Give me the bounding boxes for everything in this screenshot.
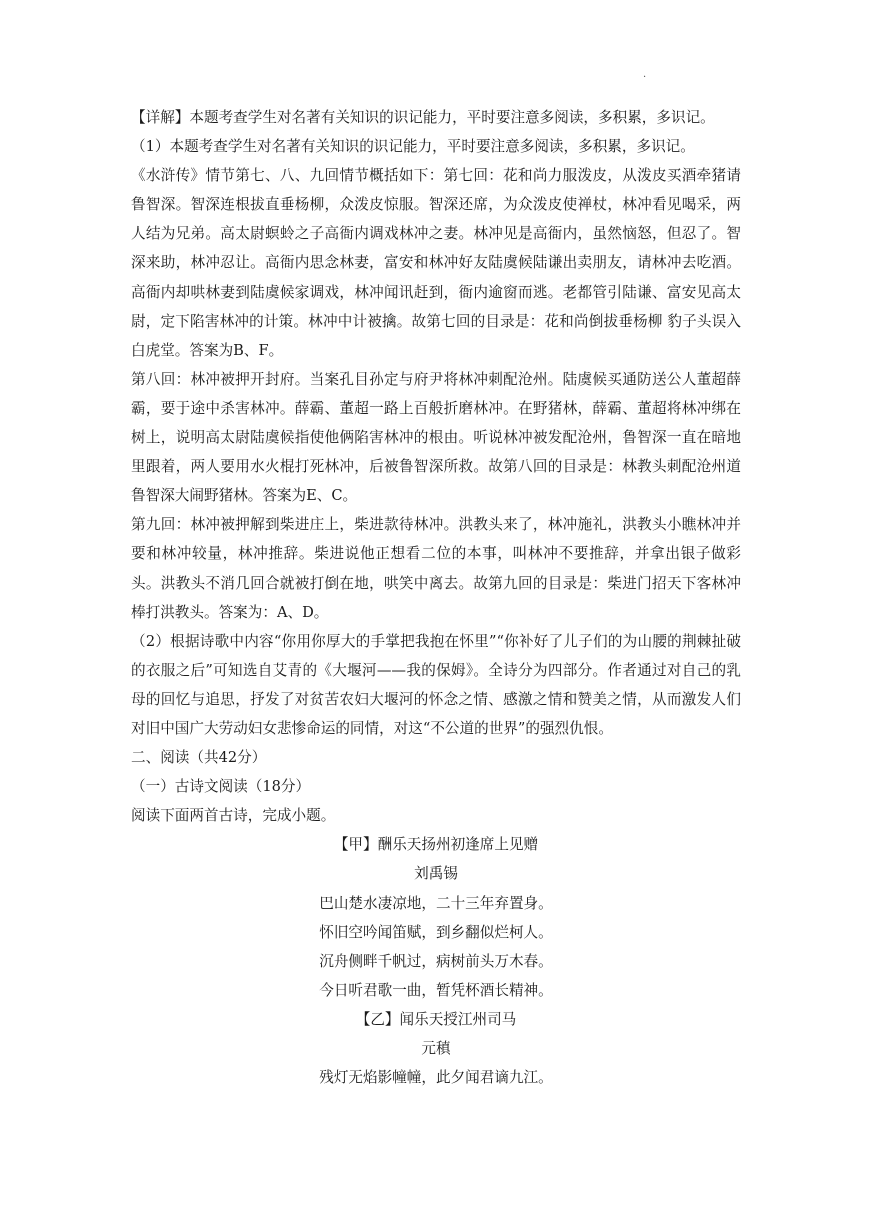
chapter-9-summary: 第九回：林冲被押解到柴进庄上，柴进款待林冲。洪教头来了，林冲施礼，洪教头小瞧林冲并要和林冲较量，林冲推辞。柴进说他正想看二位的本事，叫林冲不要推辞，并拿出银子做彩头。洪教头不消几回合就被打倒在地，哄笑中离去。故第九回的目录是：柴进门招天下客林冲棒打洪教头。答案为：A、D。 — [131, 516, 741, 621]
question-1-intro: （1）本题考查学生对名著有关知识的识记能力，平时要注意多阅读，多积累，多识记。 — [131, 138, 695, 156]
poem-jia-line: 今日听君歌一曲，暂凭杯酒长精神。 — [319, 981, 553, 999]
chapter-7-summary: 《水浒传》情节第七、八、九回情节概括如下：第七回：花和尚力服泼皮，从泼皮买酒牵猪请鲁智深。智深连根拔直垂杨柳，众泼皮惊服。智深还席，为众泼皮使禅杖，林冲看见喝采，两人结为兄弟。高太尉螟蛉之子高衙内调戏林冲之妻。林冲见是高衙内，虽然恼怒，但忍了。智深来助，林冲忍让。高衙内思念林妻，富安和林冲好友陆虞候陆谦出卖朋友，请林冲去吃酒。高衙内却哄林妻到陆虞候家调戏，林冲闻讯赶到，衙内逾窗而逃。老都管引陆谦、富安见高太尉，定下陷害林冲的计策。林冲中计被擒。故第七回的目录是：花和尚倒拔垂杨柳 豹子头误入白虎堂。答案为B、F。 — [131, 167, 741, 359]
poem-jia-line: 沉舟侧畔千帆过，病树前头万木春。 — [319, 952, 553, 970]
chapter-8-summary: 第八回：林冲被押开封府。当案孔目孙定与府尹将林冲刺配沧州。陆虞候买通防送公人董超薛霸，要于途中杀害林冲。薛霸、董超一路上百般折磨林冲。在野猪林，薛霸、董超将林冲绑在树上，说明高太尉陆虞候指使他俩陷害林冲的根由。听说林冲被发配沧州，鲁智深一直在暗地里跟着，两人要用水火棍打死林冲，后被鲁智深所救。故第八回的目录是：林教头刺配沧州道 鲁智深大闹野猪林。答案为E、C。 — [131, 370, 741, 505]
page-dot: · — [643, 72, 647, 83]
reading-instruction: 阅读下面两首古诗，完成小题。 — [131, 807, 336, 825]
answer-detail-paragraph: 【详解】本题考查学生对名著有关知识的识记能力，平时要注意多阅读，多积累，多识记。 — [131, 109, 715, 126]
section-heading-reading: 二、阅读（共42分） — [131, 749, 267, 767]
poem-jia-line: 巴山楚水凄凉地，二十三年弃置身。 — [319, 894, 553, 912]
poem-yi-title: 【乙】闻乐天授江州司马 — [355, 1010, 517, 1028]
question-2-analysis: （2）根据诗歌中内容“你用你厚大的手掌把我抱在怀里”“你补好了儿子们的为山腰的荆棘扯破的衣服之后”可知选自艾青的《大堰河——我的保姆》。全诗分为四部分。作者通过对自己的乳母的回忆与追思，抒发了对贫苦农妇大堰河的怀念之情、感激之情和赞美之情，从而激发人们对旧中国广大劳动妇女悲惨命运的同情，对这“不公道的世界”的强烈仇恨。 — [131, 632, 741, 737]
subsection-heading-poetry: （一）古诗文阅读（18分） — [131, 778, 311, 796]
poem-yi-line: 残灯无焰影幢幢，此夕闻君谪九江。 — [319, 1069, 553, 1087]
poem-jia-author: 刘禹锡 — [414, 865, 458, 883]
poem-yi-author: 元稹 — [421, 1040, 451, 1057]
poem-jia-title: 【甲】酬乐天扬州初逢席上见赠 — [333, 836, 539, 854]
document-body — [131, 103, 741, 1092]
poem-jia-line: 怀旧空吟闻笛赋，到乡翻似烂柯人。 — [319, 923, 553, 941]
